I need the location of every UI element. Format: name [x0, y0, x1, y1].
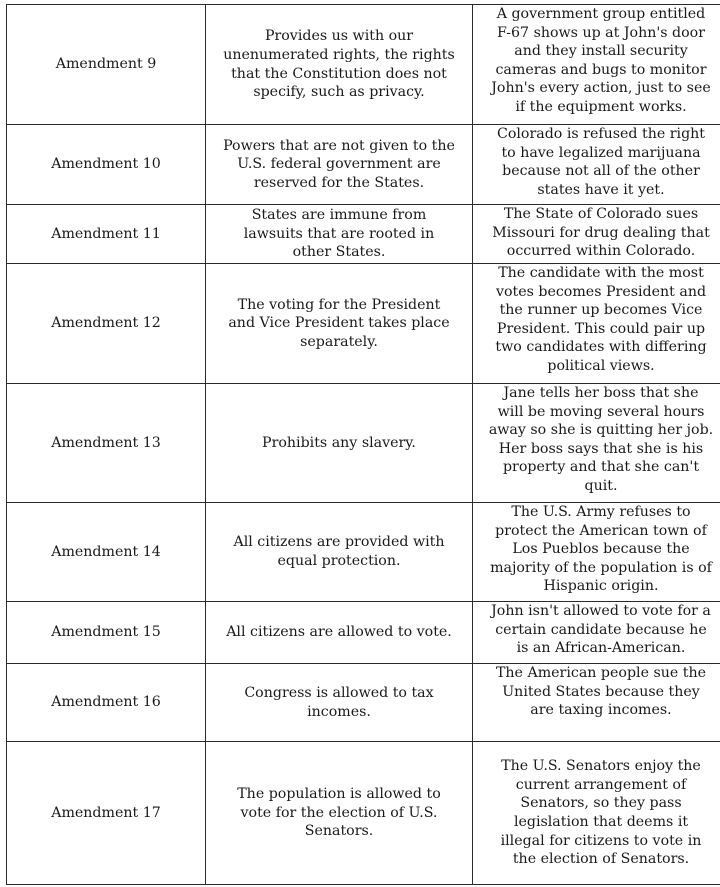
amendment-example: Colorado is refused the right to have legalized marijuana because not all of the other states have it yet.: [473, 125, 720, 205]
amendment-description: All citizens are allowed to vote.: [206, 602, 473, 664]
table-row: [7, 264, 720, 384]
amendment-label: Amendment 16: [7, 664, 206, 742]
amendment-description: Powers that are not given to the U.S. federal government are reserved for the States.: [206, 125, 473, 205]
amendment-example: John isn't allowed to vote for a certain candidate because he is an African-American.: [473, 602, 720, 664]
amendment-description: Prohibits any slavery.: [206, 384, 473, 503]
table-row: [7, 503, 720, 602]
amendment-label: Amendment 12: [7, 264, 206, 384]
table-row: [7, 205, 720, 264]
amendment-label: Amendment 9: [7, 5, 206, 125]
amendment-description: Provides us with our unenumerated rights, the rights that the Constitution does not specify, such as privacy.: [206, 5, 473, 125]
amendment-label: Amendment 13: [7, 384, 206, 503]
amendment-example: A government group entitled F-67 shows up at John's door and they install security cameras and bugs to monitor John's every action, just to see if the equipment works.: [473, 5, 720, 125]
table-row: [7, 742, 720, 885]
amendment-description: All citizens are provided with equal protection.: [206, 503, 473, 602]
amendments-sheet: [6, 4, 714, 885]
table-row: [7, 125, 720, 205]
amendment-label: Amendment 15: [7, 602, 206, 664]
table-row: [7, 664, 720, 742]
table-row: [7, 602, 720, 664]
amendment-example: Jane tells her boss that she will be moving several hours away so she is quitting her job. Her boss says that she is his property and that she can't quit.: [473, 384, 720, 503]
amendment-description: States are immune from lawsuits that are rooted in other States.: [206, 205, 473, 264]
amendment-description: The voting for the President and Vice President takes place separately.: [206, 264, 473, 384]
amendment-example: The candidate with the most votes becomes President and the runner up becomes Vice President. This could pair up two candidates with differing political views.: [473, 264, 720, 384]
amendment-description: The population is allowed to vote for the election of U.S. Senators.: [206, 742, 473, 885]
table-row: [7, 384, 720, 503]
amendment-label: Amendment 17: [7, 742, 206, 885]
amendment-example: The American people sue the United States because they are taxing incomes.: [473, 664, 720, 742]
amendments-table: [6, 4, 720, 885]
amendment-label: Amendment 10: [7, 125, 206, 205]
amendment-label: Amendment 14: [7, 503, 206, 602]
table-row: [7, 5, 720, 125]
amendment-example: The U.S. Army refuses to protect the American town of Los Pueblos because the majority of the population is of Hispanic origin.: [473, 503, 720, 602]
amendment-example: The State of Colorado sues Missouri for drug dealing that occurred within Colorado.: [473, 205, 720, 264]
amendment-label: Amendment 11: [7, 205, 206, 264]
amendment-description: Congress is allowed to tax incomes.: [206, 664, 473, 742]
amendment-example: The U.S. Senators enjoy the current arrangement of Senators, so they pass legislation that deems it illegal for citizens to vote in the election of Senators.: [473, 742, 720, 885]
